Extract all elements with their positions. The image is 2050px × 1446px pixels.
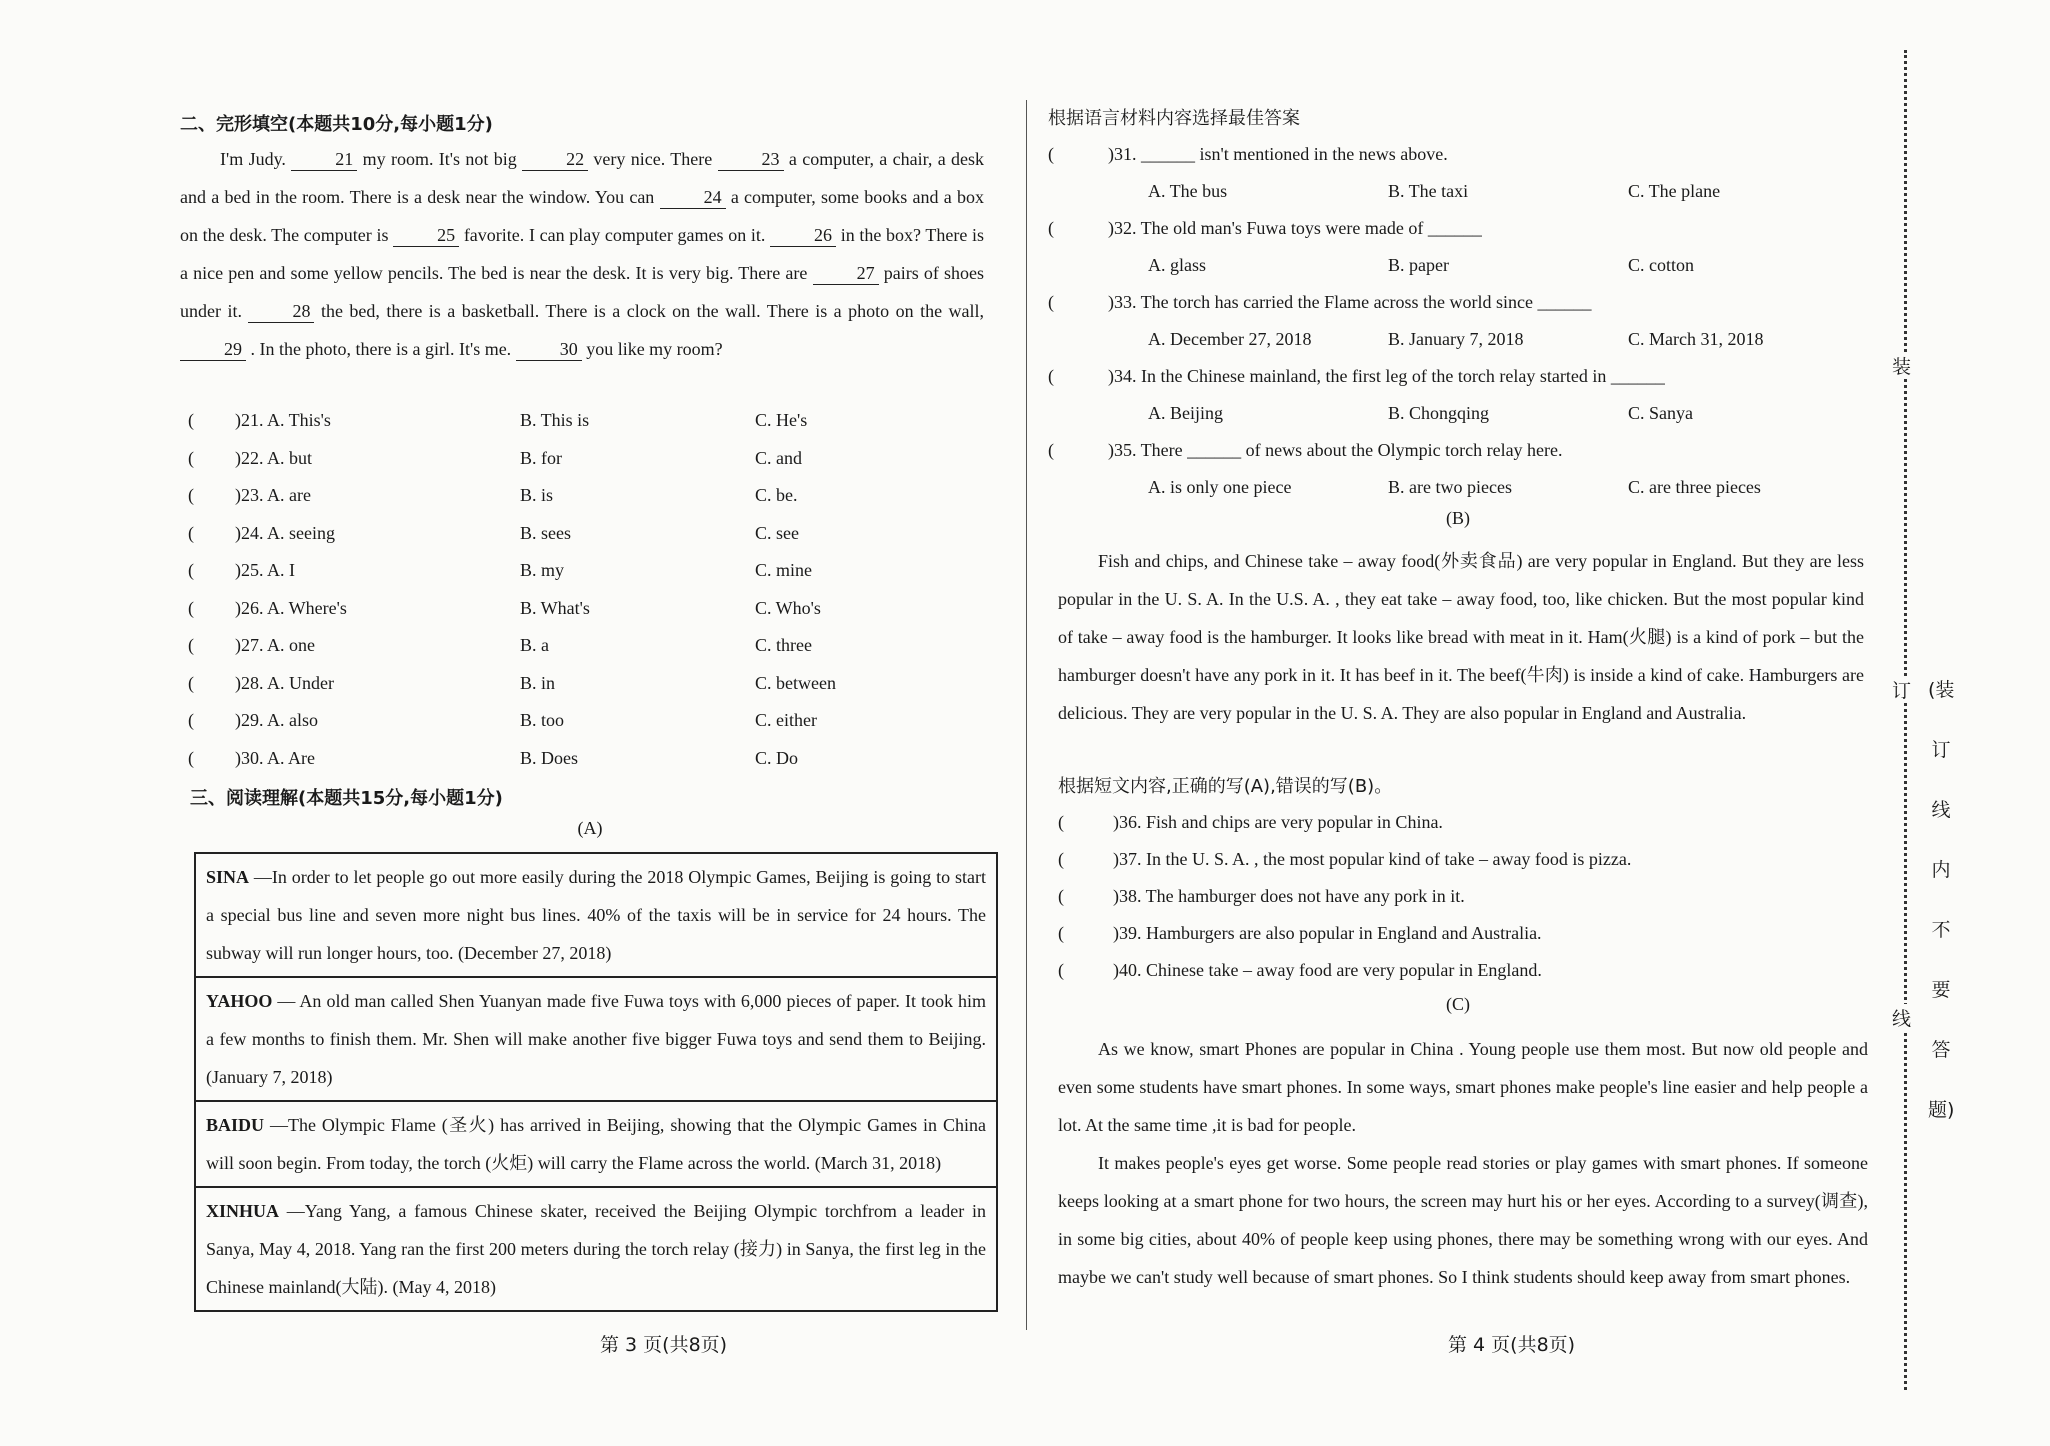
- option-c: C. and: [755, 447, 802, 468]
- option-b: B. What's: [520, 597, 590, 618]
- passage-b: Fish and chips, and Chinese take – away food(外卖食品) are very popular in England. But they are less popular in the U. S. A. In the U.S. A. , they eat take – away food, too, like chicken. But the most popular kind of take – away food is the hamburger. It looks like bread with meat in it. Ham(火腿) is a kind of pork – but the hamburger doesn't have any pork in it. It has beef in it. The beef(牛肉) is inside a kind of cake. Hamburgers are delicious. They are very popular in the U. S. A. They are also popular in England and Australia.: [1058, 551, 1864, 723]
- passage-text: I'm Judy.: [220, 149, 286, 169]
- binding-notice: (装订线内不要答题): [1928, 679, 1955, 1121]
- question-row: [1058, 841, 1868, 878]
- option-a: )28. A. Under: [235, 672, 334, 693]
- option-a: )29. A. also: [235, 710, 318, 730]
- option-row: [1048, 173, 1868, 210]
- mc-questions: [1048, 136, 1868, 506]
- news-source: BAIDU: [206, 1115, 265, 1135]
- news-text: — An old man called Shen Yuanyan made five Fuwa toys with 6,000 pieces of paper. It took him a few months to finish them. Mr. Shen will make another five bigger Fuwa toys and send them to Beijing. (January 7, 2018): [206, 991, 987, 1087]
- option-b: B. Chongqing: [1388, 403, 1490, 423]
- option-a: A. glass: [1148, 255, 1206, 275]
- passage-text: the bed, there is a basketball. There is a clock on the wall. There is a photo on the wall,: [320, 301, 985, 321]
- news-text: —Yang Yang, a famous Chinese skater, received the Beijing Olympic torchfrom a leader in Sanya, May 4, 2018. Yang ran the first 200 meters during the torch relay (接力) in Sanya, the first leg in the Chinese mainland(大陆). (May 4, 2018): [206, 1201, 986, 1297]
- cloze-questions: [180, 402, 990, 777]
- question-row: [180, 702, 990, 740]
- answer-paren[interactable]: (: [1058, 923, 1064, 943]
- option-c: C. either: [755, 710, 817, 730]
- answer-paren[interactable]: (: [188, 672, 194, 693]
- option-a: )22. A. but: [235, 447, 313, 468]
- passage-c-para-1: As we know, smart Phones are popular in China . Young people use them most. But now old people and even some students have smart phones. In some ways, smart phones make people's line easier and help people a lot. At the same time ,it is bad for people.: [1058, 1039, 1868, 1135]
- answer-paren[interactable]: (: [188, 710, 194, 730]
- binding-mark-zhuang: 装: [1892, 352, 1911, 379]
- option-row: [1048, 469, 1868, 506]
- news-text: —The Olympic Flame (圣火) has arrived in Beijing, showing that the Olympic Games in China will soon begin. From today, the torch (火炬) will carry the Flame across the world. (March 31, 2018): [206, 1115, 987, 1173]
- question-row: [1058, 952, 1868, 989]
- question-stem: )38. The hamburger does not have any pork in it.: [1113, 886, 1465, 906]
- news-box: [194, 852, 998, 1312]
- answer-paren[interactable]: (: [188, 635, 194, 655]
- question-stem: )32. The old man's Fuwa toys were made of ______: [1108, 218, 1482, 238]
- option-b: B. The taxi: [1388, 181, 1469, 201]
- question-row: [180, 552, 990, 590]
- passage-text: favorite. I can play computer games on it.: [463, 225, 766, 245]
- answer-paren[interactable]: (: [1048, 218, 1054, 238]
- option-c: C. are three pieces: [1628, 477, 1761, 497]
- question-row: [180, 740, 990, 778]
- question-stem: )40. Chinese take – away food are very popular in England.: [1113, 960, 1542, 980]
- page-divider: [1026, 100, 1027, 1330]
- answer-paren[interactable]: (: [1048, 144, 1054, 164]
- question-row: [1058, 878, 1868, 915]
- question-row: [1048, 210, 1868, 247]
- question-row: [180, 515, 990, 553]
- reading-section-title: 三、阅读理解(本题共15分,每小题1分): [190, 788, 503, 809]
- option-c: C. between: [755, 672, 836, 693]
- option-a: )24. A. seeing: [235, 522, 335, 543]
- answer-paren[interactable]: (: [188, 597, 194, 618]
- option-a: A. Beijing: [1148, 403, 1223, 423]
- blank-27[interactable]: 27: [813, 262, 879, 285]
- section-c-label: (C): [1446, 994, 1470, 1014]
- option-a: A. December 27, 2018: [1148, 329, 1312, 349]
- blank-30[interactable]: 30: [516, 338, 582, 361]
- option-b: B. sees: [520, 522, 571, 543]
- question-row: [180, 665, 990, 703]
- question-row: [180, 477, 990, 515]
- question-row: [180, 627, 990, 665]
- answer-paren[interactable]: (: [1058, 960, 1064, 980]
- option-b: B. my: [520, 560, 565, 580]
- question-row: [1048, 358, 1868, 395]
- question-row: [180, 402, 990, 440]
- answer-paren[interactable]: (: [1058, 812, 1064, 832]
- option-c: C. Who's: [755, 597, 821, 618]
- option-c: C. He's: [755, 410, 808, 430]
- question-row: [1058, 915, 1868, 952]
- option-c: C. mine: [755, 560, 812, 580]
- option-c: C. three: [755, 635, 812, 655]
- answer-paren[interactable]: (: [188, 747, 194, 768]
- option-a: )21. A. This's: [235, 410, 331, 430]
- blank-23[interactable]: 23: [718, 148, 784, 171]
- option-b: B. This is: [520, 410, 590, 430]
- news-source: XINHUA: [206, 1201, 280, 1221]
- option-b: B. too: [520, 710, 565, 730]
- option-row: [1048, 321, 1868, 358]
- passage-text: . In the photo, there is a girl. It's me.: [250, 339, 512, 359]
- option-b: B. paper: [1388, 255, 1449, 275]
- question-stem: )37. In the U. S. A. , the most popular kind of take – away food is pizza.: [1113, 849, 1632, 869]
- answer-paren[interactable]: (: [1048, 366, 1054, 386]
- cloze-passage: [180, 140, 984, 368]
- answer-paren[interactable]: (: [188, 410, 194, 430]
- option-a: )26. A. Where's: [235, 597, 347, 618]
- page-number-right: 第 4 页(共8页): [1448, 1334, 1576, 1356]
- binding-mark-xian: 线: [1892, 1004, 1911, 1031]
- question-row: [1048, 136, 1868, 173]
- question-stem: )39. Hamburgers are also popular in England and Australia.: [1113, 923, 1542, 943]
- passage-text: a computer, some books and a box on the desk. The computer is: [180, 187, 985, 245]
- news-item-xinhua: [196, 1188, 996, 1310]
- answer-paren[interactable]: (: [188, 447, 194, 468]
- blank-28[interactable]: 28: [248, 300, 314, 323]
- blank-24[interactable]: 24: [660, 186, 726, 209]
- option-row: [1048, 247, 1868, 284]
- option-c: C. cotton: [1628, 255, 1694, 275]
- section-b-label: (B): [1446, 508, 1470, 528]
- page-number-left: 第 3 页(共8页): [600, 1334, 728, 1356]
- binding-dotted-line: [1904, 50, 1907, 1390]
- news-source: YAHOO: [206, 991, 273, 1011]
- option-a: A. is only one piece: [1148, 477, 1292, 497]
- news-item-sina: [196, 854, 996, 978]
- passage-text: my room. It's not big: [362, 149, 517, 169]
- answer-paren[interactable]: (: [1058, 886, 1064, 906]
- blank-29[interactable]: 29: [180, 338, 246, 361]
- option-a: )23. A. are: [235, 485, 311, 505]
- option-c: C. Sanya: [1628, 403, 1693, 423]
- question-row: [180, 590, 990, 628]
- question-row: [180, 440, 990, 478]
- option-c: C. The plane: [1628, 181, 1721, 201]
- option-a: )30. A. Are: [235, 747, 315, 768]
- passage-c-para-2: It makes people's eyes get worse. Some people read stories or play games with smart phones. If someone keeps looking at a smart phone for two hours, the screen may hurt his or her eyes. According to a survey(调查), in some big cities, about 40% of people keep using phones, there may be something wrong with our eyes. And maybe we can't study well because of smart phones. So I think students should keep away from smart phones.: [1058, 1153, 1868, 1287]
- cloze-section-title: 二、完形填空(本题共10分,每小题1分): [180, 114, 493, 135]
- answer-paren[interactable]: (: [188, 560, 194, 580]
- blank-26[interactable]: 26: [770, 224, 836, 247]
- option-b: B. a: [520, 635, 549, 655]
- binding-mark-ding: 订: [1892, 676, 1911, 703]
- answer-paren[interactable]: (: [188, 485, 194, 505]
- question-stem: )35. There ______ of news about the Olympic torch relay here.: [1108, 440, 1563, 460]
- question-stem: )31. ______ isn't mentioned in the news above.: [1108, 144, 1448, 164]
- question-stem: )36. Fish and chips are very popular in China.: [1113, 812, 1443, 832]
- passage-text: very nice. There: [593, 149, 713, 169]
- question-row: [1048, 432, 1868, 469]
- passage-text: you like my room?: [586, 339, 723, 359]
- tf-questions: [1058, 804, 1868, 989]
- option-c: C. see: [755, 522, 799, 543]
- news-source: SINA: [206, 867, 250, 887]
- answer-paren[interactable]: (: [1048, 440, 1054, 460]
- news-text: —In order to let people go out more easily during the 2018 Olympic Games, Beijing is going to start a special bus line and seven more night bus lines. 40% of the taxis will be in service for 24 hours. The subway will run longer hours, too. (December 27, 2018): [206, 867, 986, 963]
- answer-paren[interactable]: (: [1058, 849, 1064, 869]
- option-c: C. be.: [755, 485, 798, 505]
- option-b: B. Does: [520, 747, 578, 768]
- page-3: [180, 0, 1000, 1446]
- blank-22[interactable]: 22: [522, 148, 588, 171]
- option-a: )25. A. I: [235, 560, 295, 580]
- section-a-label: (A): [577, 818, 603, 838]
- option-a: A. The bus: [1148, 181, 1228, 201]
- option-b: B. are two pieces: [1388, 477, 1512, 497]
- blank-25[interactable]: 25: [393, 224, 459, 247]
- passage-text: in the box? There is a nice pen and some yellow pencils. The bed is near the desk. It is very big. There are: [180, 225, 985, 283]
- instruction: 根据语言材料内容选择最佳答案: [1048, 108, 1300, 129]
- option-row: [1048, 395, 1868, 432]
- option-c: C. March 31, 2018: [1628, 329, 1764, 349]
- question-row: [1058, 804, 1868, 841]
- option-b: B. January 7, 2018: [1388, 329, 1524, 349]
- passage-text: pairs of shoes under it.: [180, 263, 985, 321]
- option-b: B. for: [520, 447, 562, 468]
- answer-paren[interactable]: (: [188, 522, 194, 543]
- option-b: B. is: [520, 485, 554, 505]
- blank-21[interactable]: 21: [291, 148, 357, 171]
- news-item-yahoo: [196, 978, 996, 1102]
- answer-paren[interactable]: (: [1048, 292, 1054, 312]
- question-row: [1048, 284, 1868, 321]
- option-a: )27. A. one: [235, 635, 315, 655]
- page-4: [1048, 0, 1868, 1446]
- passage-text: a computer, a chair, a desk and a bed in the room. There is a desk near the window. You can: [180, 149, 985, 207]
- news-item-baidu: [196, 1102, 996, 1188]
- option-c: C. Do: [755, 747, 799, 768]
- tf-instruction: 根据短文内容,正确的写(A),错误的写(B)。: [1058, 776, 1393, 797]
- question-stem: )34. In the Chinese mainland, the first leg of the torch relay started in ______: [1108, 366, 1665, 386]
- question-stem: )33. The torch has carried the Flame across the world since ______: [1108, 292, 1592, 312]
- option-b: B. in: [520, 672, 556, 693]
